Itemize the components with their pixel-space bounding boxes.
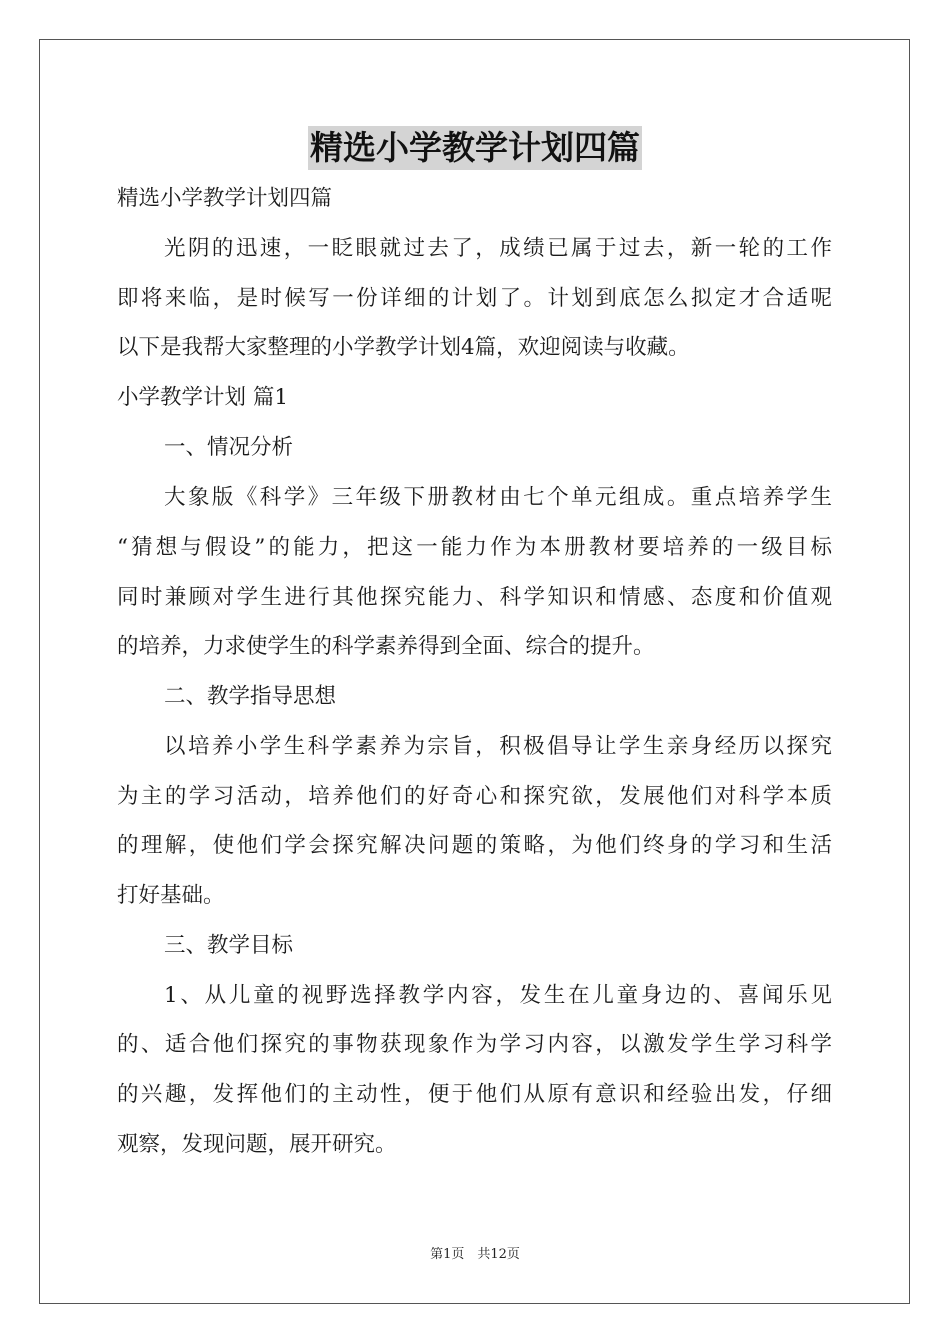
heading-teaching-goals: 三、教学目标 (164, 933, 294, 958)
document-subtitle: 精选小学教学计划四篇 (117, 186, 333, 211)
p1-line-3: 同时兼顾对学生进行其他探究能力、科学知识和情感、态度和价值观 (117, 585, 832, 610)
p2-line-1: 以培养小学生科学素养为宗旨，积极倡导让学生亲身经历以探究 (164, 734, 832, 759)
section-title: 小学教学计划 篇1 (117, 385, 289, 410)
page-footer: 第1页 共12页 (430, 1247, 520, 1262)
document-title-block (0, 126, 950, 170)
p2-line-4: 打好基础。 (117, 883, 225, 908)
intro-line-3: 以下是我帮大家整理的小学教学计划4篇，欢迎阅读与收藏。 (117, 335, 690, 360)
p3-line-4: 观察，发现问题，展开研究。 (117, 1132, 397, 1157)
intro-line-1: 光阴的迅速，一眨眼就过去了，成绩已属于过去，新一轮的工作 (164, 236, 832, 261)
p1-line-2: “猜想与假设”的能力，把这一能力作为本册教材要培养的一级目标 (117, 535, 832, 560)
p3-line-3: 的兴趣，发挥他们的主动性，便于他们从原有意识和经验出发，仔细 (117, 1082, 832, 1107)
document-title: 精选小学教学计划四篇 (308, 126, 642, 170)
p3-line-1: 1、从儿童的视野选择教学内容，发生在儿童身边的、喜闻乐见 (164, 983, 832, 1008)
p2-line-3: 的理解，使他们学会探究解决问题的策略，为他们终身的学习和生活 (117, 833, 832, 858)
heading-situation-analysis: 一、情况分析 (164, 435, 294, 460)
p1-line-1: 大象版《科学》三年级下册教材由七个单元组成。重点培养学生 (164, 485, 832, 510)
heading-teaching-guidance: 二、教学指导思想 (164, 684, 337, 709)
page-border (39, 39, 910, 1304)
p2-line-2: 为主的学习活动，培养他们的好奇心和探究欲，发展他们对科学本质 (117, 784, 832, 809)
p3-line-2: 的、适合他们探究的事物获现象作为学习内容，以激发学生学习科学 (117, 1032, 832, 1057)
p1-line-4: 的培养，力求使学生的科学素养得到全面、综合的提升。 (117, 634, 655, 659)
intro-line-2: 即将来临，是时候写一份详细的计划了。计划到底怎么拟定才合适呢 (117, 286, 832, 311)
